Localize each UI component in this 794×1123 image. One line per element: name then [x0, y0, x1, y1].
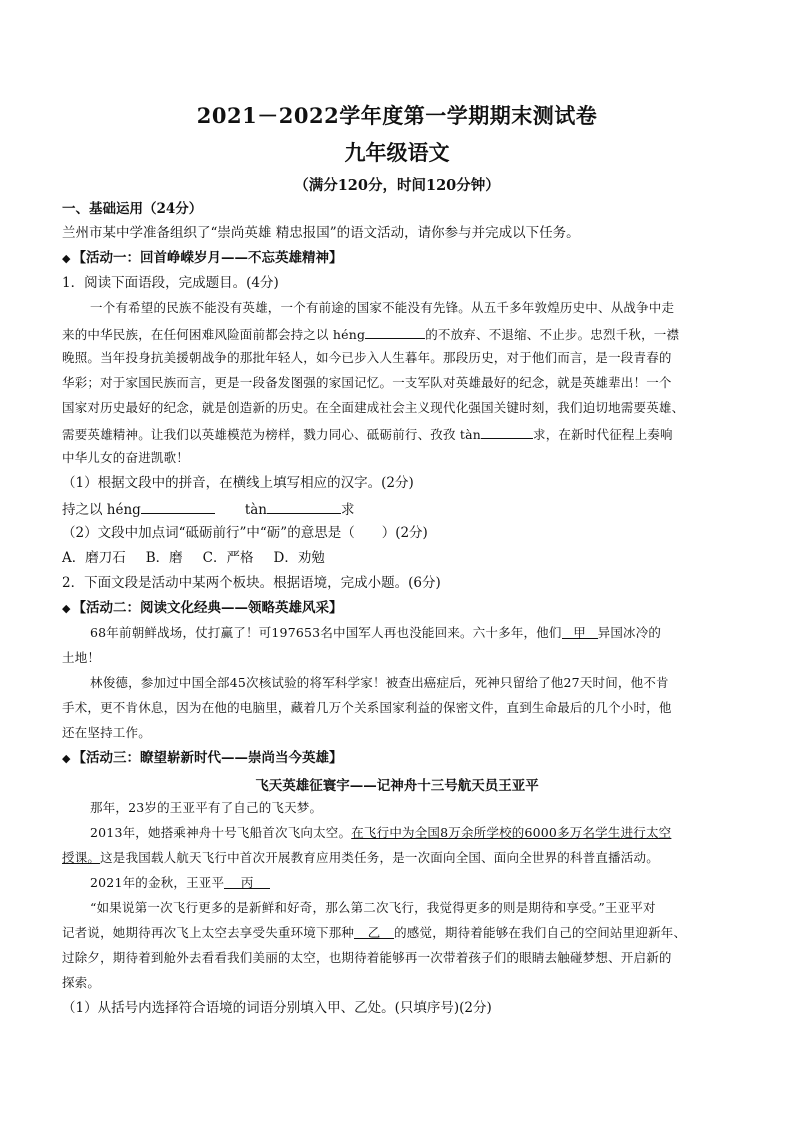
passage3-text: 的感觉，期待着能够在我们自己的空间站里迎新年、 [394, 925, 687, 940]
passage1-line: 中华儿女的奋进凯歌！ [62, 450, 190, 465]
passage3-line [62, 849, 742, 867]
answer-blank[interactable] [365, 324, 425, 339]
options-line [62, 549, 742, 567]
diamond-icon: ◆ [62, 602, 71, 615]
blank-bing[interactable] [224, 874, 270, 889]
exam-note: （满分120分，时间120分钟） [294, 177, 500, 194]
subquestion-1: （1）根据文段中的拼音，在横线上填写相应的汉字。(2分) [62, 475, 414, 491]
passage1-line: 一个有希望的民族不能没有英雄，一个有前途的国家不能没有先锋。从五千多年敦煌历史中、从战争中走 [90, 300, 675, 315]
passage2-line: 手术，更不肯休息，因为在他的电脑里，藏着几万个关系国家利益的保密文件，直到生命最后的几个小时，他 [62, 700, 672, 715]
activity1-heading [62, 249, 742, 268]
passage2-line: 林俊德，参加过中国全部45次核试验的将军科学家！被查出癌症后，死神只留给了他27天时间，他不肯 [90, 675, 669, 690]
passage3-line: 过除夕，期待着到舱外去看看我们美丽的太空，也期待着能够再一次带着孩子们的眼睛去触碰梦想、开启新的 [62, 950, 672, 965]
passage1-line [62, 424, 742, 444]
passage2-line [90, 624, 742, 642]
blank-yi[interactable] [354, 924, 394, 939]
passage3-line: 那年，23岁的王亚平有了自己的飞天梦。 [90, 800, 323, 815]
section-heading: 一、基础运用（24分） [62, 201, 203, 217]
passage2-line: 还在坚持工作。 [62, 725, 151, 740]
exam-title: 2021－2022学年度第一学期期末测试卷 [196, 103, 598, 128]
passage1-text: 的不放弃、不退缩、不止步。忠烈千秋，一襟 [425, 327, 680, 342]
question-2: 2．下面文段是活动中某两个板块。根据语境，完成小题。(6分) [62, 575, 441, 591]
passage3-text: 2013年，她搭乘神舟十号飞船首次飞向太空。 [90, 825, 352, 840]
passage3-text: 这是我国载人航天飞行中首次开展教育应用类任务，是一次面向全国、面向全世界的科普直播活动。 [100, 850, 659, 865]
activity3-heading [62, 749, 742, 768]
diamond-icon: ◆ [62, 252, 71, 265]
option-d[interactable]: D．劝勉 [273, 550, 325, 566]
passage3-text: 记者说，她期待再次飞上太空去享受失重环境下那种 [62, 925, 355, 940]
underlined-sentence: 授课。 [62, 850, 101, 865]
diamond-icon: ◆ [62, 752, 71, 765]
exam-subject: 九年级语文 [344, 140, 450, 165]
passage1-line: 国家对历史最好的纪念，就是创造新的历史。在全面建成社会主义现代化强国关键时刻，我们迫切地需要英雄、 [62, 400, 685, 415]
blank-marker: 乙 [367, 925, 381, 940]
article-subtitle: 飞天英雄征寰宇——记神舟十三号航天员王亚平 [255, 778, 539, 794]
passage1-line: 华彩；对于家国民族而言，更是一段备发图强的家国记忆。一支军队对英雄最好的纪念，就是英雄辈出！一个 [62, 375, 672, 390]
passage2-text: 异国冰冷的 [597, 625, 662, 640]
passage1-text: 来的中华民族，在任何困难风险面前都会持之以 héng [62, 327, 366, 342]
answer-blank[interactable] [141, 499, 215, 514]
subquestion-3-1: （1）从括号内选择符合语境的词语分别填入甲、乙处。(只填序号)(2分) [62, 1000, 492, 1016]
passage1-line [62, 324, 742, 344]
fill-label: 求 [340, 502, 355, 518]
passage3-line: “如果说第一次飞行更多的是新鲜和好奇，那么第二次飞行，我觉得更多的则是期待和享受。”王亚平对 [90, 900, 656, 915]
activity3-heading-text: 【活动三：瞭望崭新时代——崇尚当今英雄】 [72, 750, 343, 766]
fill-label: 持之以 héng [62, 502, 141, 518]
underlined-sentence: 在飞行中为全国8万余所学校的6000多万名学生进行太空 [351, 825, 672, 840]
passage3-line [90, 874, 742, 892]
activity1-heading-text: 【活动一：回首峥嵘岁月——不忘英雄精神】 [72, 250, 343, 266]
blank-marker: 甲 [573, 625, 586, 640]
passage3-line [62, 924, 742, 942]
option-b[interactable]: B．磨 [145, 550, 183, 566]
activity2-heading-text: 【活动二：阅读文化经典——领略英雄风采】 [72, 600, 343, 616]
passage2-text: 68年前朝鲜战场，仗打赢了！可197653名中国军人再也没能回来。六十多年，他们 [90, 625, 562, 640]
passage1-text: 求，在新时代征程上奏响 [533, 427, 673, 442]
passage2-line: 土地！ [62, 650, 101, 665]
blank-marker: 丙 [240, 875, 254, 890]
fill-label: tàn [244, 502, 267, 518]
option-a[interactable]: A．磨刀石 [62, 550, 126, 566]
passage1-text: 需要英雄精神。让我们以英雄模范为榜样，戮力同心、砥砺前行、孜孜 tàn [62, 427, 482, 442]
passage3-text: 2021年的金秋，王亚平 [90, 875, 225, 890]
fill-in-line [62, 499, 742, 519]
option-c[interactable]: C．严格 [202, 550, 254, 566]
passage1-line: 晚照。当年投身抗美援朝战争的那批年轻人，如今已步入人生暮年。那段历史，对于他们而言，是一段青春的 [62, 350, 672, 365]
answer-blank[interactable] [267, 499, 341, 514]
section-intro: 兰州市某中学准备组织了“崇尚英雄 精忠报国”的语文活动，请你参与并完成以下任务。 [62, 225, 580, 241]
question-1: 1．阅读下面语段，完成题目。(4分) [62, 275, 279, 291]
passage3-line [90, 824, 742, 842]
subquestion-2: （2）文段中加点词“砥砺前行”中“砺”的意思是（ ）(2分) [62, 525, 428, 541]
blank-jia[interactable] [562, 624, 598, 639]
activity2-heading [62, 599, 742, 618]
answer-blank[interactable] [481, 424, 533, 439]
passage3-line: 探索。 [62, 975, 101, 990]
